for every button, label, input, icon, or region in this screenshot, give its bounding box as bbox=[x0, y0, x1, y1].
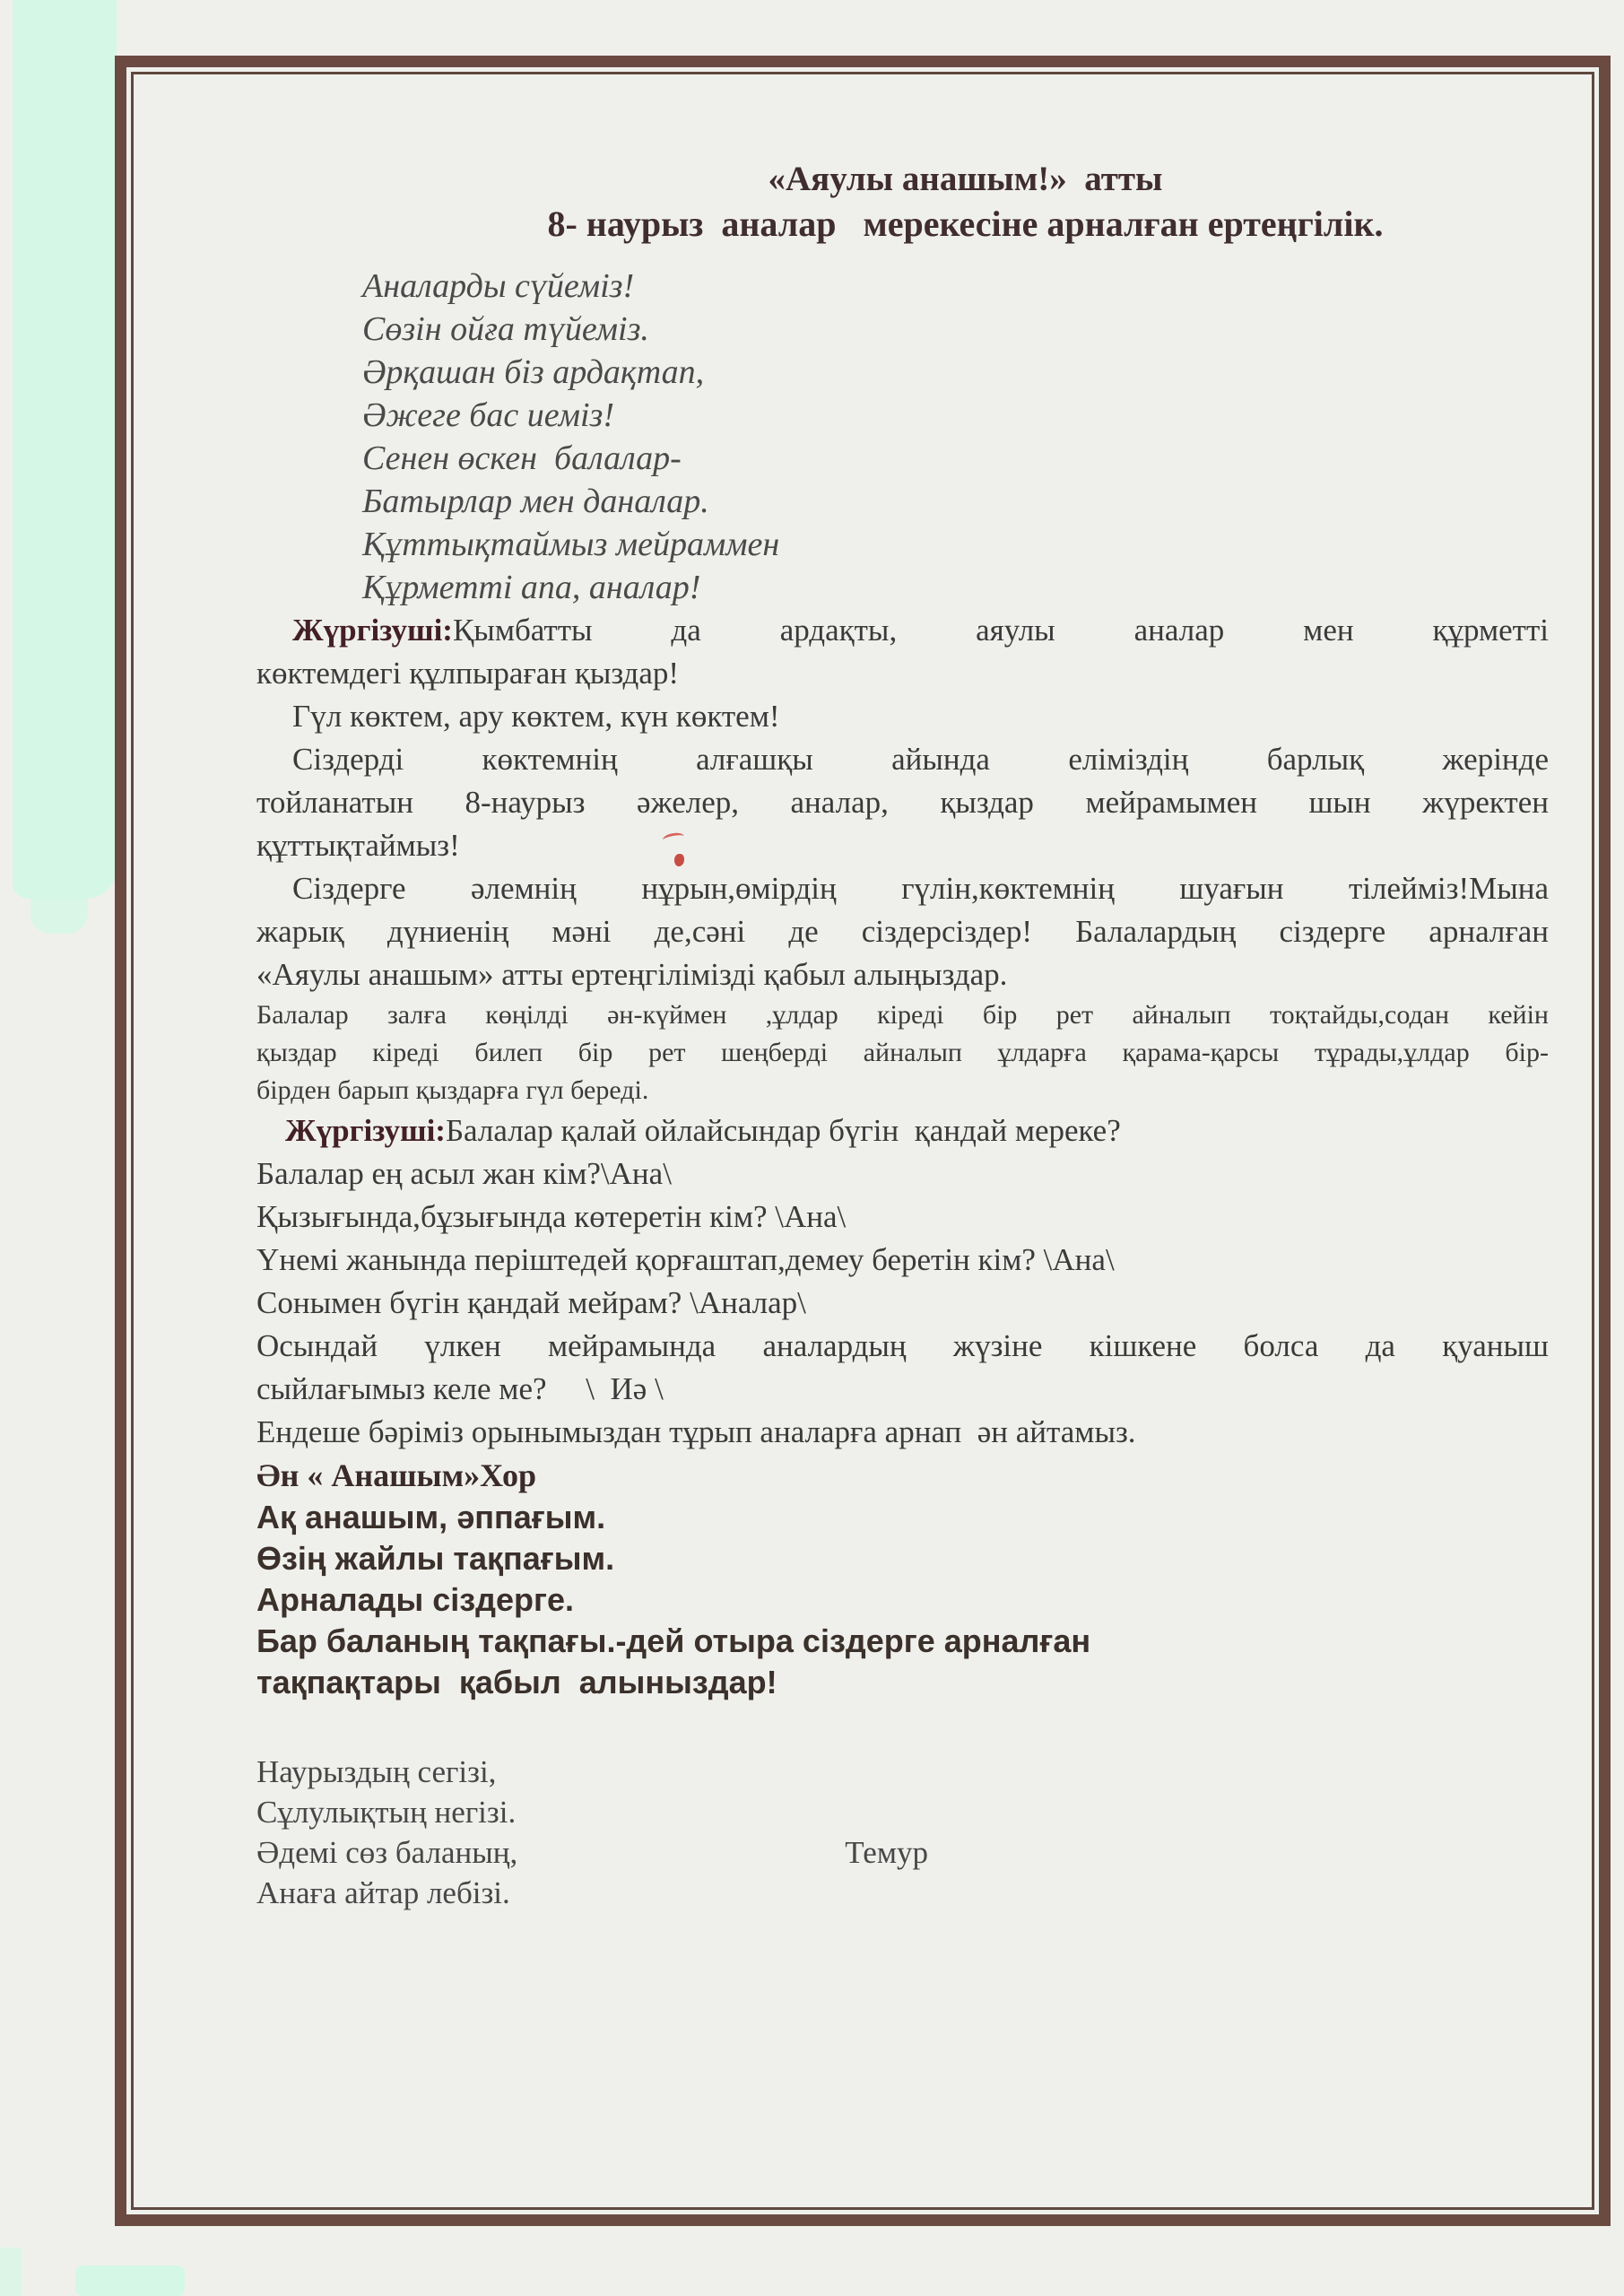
question-answer-block bbox=[256, 1152, 1549, 1454]
song-header: Ән « Анашым»Хор bbox=[256, 1457, 537, 1493]
text-line: Сіздерді көктемнің алғашқы айында еліміздің барлық жерінде bbox=[292, 742, 1549, 777]
song-line: Арналады сіздерге. bbox=[256, 1581, 575, 1618]
scan-green-patch bbox=[75, 2266, 185, 2296]
qa-line: сыйлағымыз келе ме? \ Иә \ bbox=[256, 1371, 664, 1406]
poem-line: Сенен өскен балалар- bbox=[362, 439, 682, 477]
stage-line: бірден барып қыздарға гүл береді. bbox=[256, 1075, 649, 1105]
qa-line: Осындай үлкен мейрамында аналардың жүзіне кішкене болса да қуаныш bbox=[256, 1328, 1549, 1363]
scan-green-strip bbox=[13, 0, 117, 899]
song-line: Бар баланың тақпағы.-дей отыра сіздерге арналған bbox=[256, 1622, 1091, 1659]
song-line: тақпақтары қабыл алыныздар! bbox=[256, 1664, 777, 1700]
closing-line: Сұлулықтың негізі. bbox=[256, 1795, 517, 1830]
stage-line: қыздар кіреді билеп бір рет шеңберді айналып ұлдарға қарама-қарсы тұрады,ұлдар бір- bbox=[256, 1038, 1549, 1067]
scan-green-patch bbox=[0, 2248, 22, 2296]
host-text: Қымбатты да ардақты, аяулы аналар мен құрметті bbox=[452, 613, 1549, 648]
song-line: Өзің жайлы тақпағым. bbox=[256, 1540, 615, 1577]
spring-line: Гүл көктем, ару көктем, күн көктем! bbox=[292, 699, 780, 734]
host-label: Жүргізуші: bbox=[285, 1113, 446, 1148]
closing-line: Әдемі сөз баланың, bbox=[256, 1835, 518, 1870]
poem-line: Сөзін ойға түйеміз. bbox=[362, 310, 649, 348]
paragraph-greeting bbox=[256, 738, 1549, 867]
poem-line: Құттықтаймыз мейраммен bbox=[362, 526, 780, 563]
host-text: Балалар қалай ойлайсындар бүгін қандай мереке? bbox=[445, 1113, 1121, 1148]
paragraph-wish bbox=[256, 867, 1549, 996]
host-label: Жүргізуші: bbox=[292, 613, 453, 648]
host-line bbox=[256, 609, 1549, 652]
decorative-frame-inner bbox=[131, 72, 1594, 2210]
text-line: тойланатын 8-наурыз әжелер, аналар, қыздар мейрамымен шын жүректен bbox=[256, 785, 1549, 820]
closing-line-with-name bbox=[256, 1832, 1549, 1873]
host-paragraph-1 bbox=[256, 609, 1549, 695]
stage-line: Балалар залға көңілді ән-күймен ,ұлдар кіреді бір рет айналып тоқтайды,содан кейін bbox=[256, 1000, 1549, 1030]
qa-line: Қызығында,бұзығында көтеретін кім? \Ана\ bbox=[256, 1199, 847, 1234]
song-block bbox=[256, 1497, 1549, 1703]
qa-line: Балалар ең асыл жан кім?\Ана\ bbox=[256, 1156, 672, 1191]
scan-green-strip-tail bbox=[30, 892, 88, 934]
song-line: Ақ анашым, әппағым. bbox=[256, 1499, 606, 1535]
decorative-frame bbox=[115, 56, 1611, 2226]
closing-line: Наурыздың сегізі, bbox=[256, 1754, 497, 1789]
poem-block bbox=[362, 265, 1549, 609]
poem-line: Аналарды сүйеміз! bbox=[362, 267, 635, 305]
author-name: Темур bbox=[845, 1835, 928, 1870]
poem-line: Батырлар мен даналар. bbox=[362, 483, 709, 520]
poem-line: Әжеге бас иеміз! bbox=[362, 396, 614, 434]
text-line: «Аяулы анашым» атты ертеңгілімізді қабыл алыңыздар. bbox=[256, 957, 1008, 992]
closing-line: Анаға айтар лебізі. bbox=[256, 1875, 510, 1910]
document-title bbox=[382, 157, 1549, 247]
host-line: көктемдегі құлпыраған қыздар! bbox=[256, 656, 680, 691]
stage-direction bbox=[256, 996, 1549, 1109]
qa-line: Сонымен бүгін қандай мейрам? \Аналар\ bbox=[256, 1285, 806, 1320]
title-subtitle: 8- наурыз аналар мерекесіне арналған ертеңгілік. bbox=[547, 204, 1384, 244]
poem-line: Құрметті апа, аналар! bbox=[362, 569, 701, 606]
qa-line: Үнемі жанында періштедей қорғаштап,демеу беретін кім? \Ана\ bbox=[256, 1242, 1115, 1277]
text-line: жарық дүниенің мәні де,сәні де сіздерсіздер! Балалардың сіздерге арналған bbox=[256, 914, 1549, 949]
poem-line: Әрқашан біз ардақтап, bbox=[362, 353, 705, 391]
host-paragraph-2 bbox=[256, 1109, 1549, 1152]
text-line: құттықтаймыз! bbox=[256, 828, 460, 863]
title-line: «Аяулы анашым!» атты bbox=[768, 160, 1163, 198]
qa-line: Ендеше бәріміз орынымыздан тұрып аналарға арнап ән айтамыз. bbox=[256, 1414, 1136, 1449]
text-line: Сіздерге әлемнің нұрын,өмірдің гүлін,көктемнің шуағын тілейміз!Мына bbox=[292, 871, 1549, 906]
document-content bbox=[134, 74, 1592, 2207]
closing-verse bbox=[256, 1752, 1549, 1913]
